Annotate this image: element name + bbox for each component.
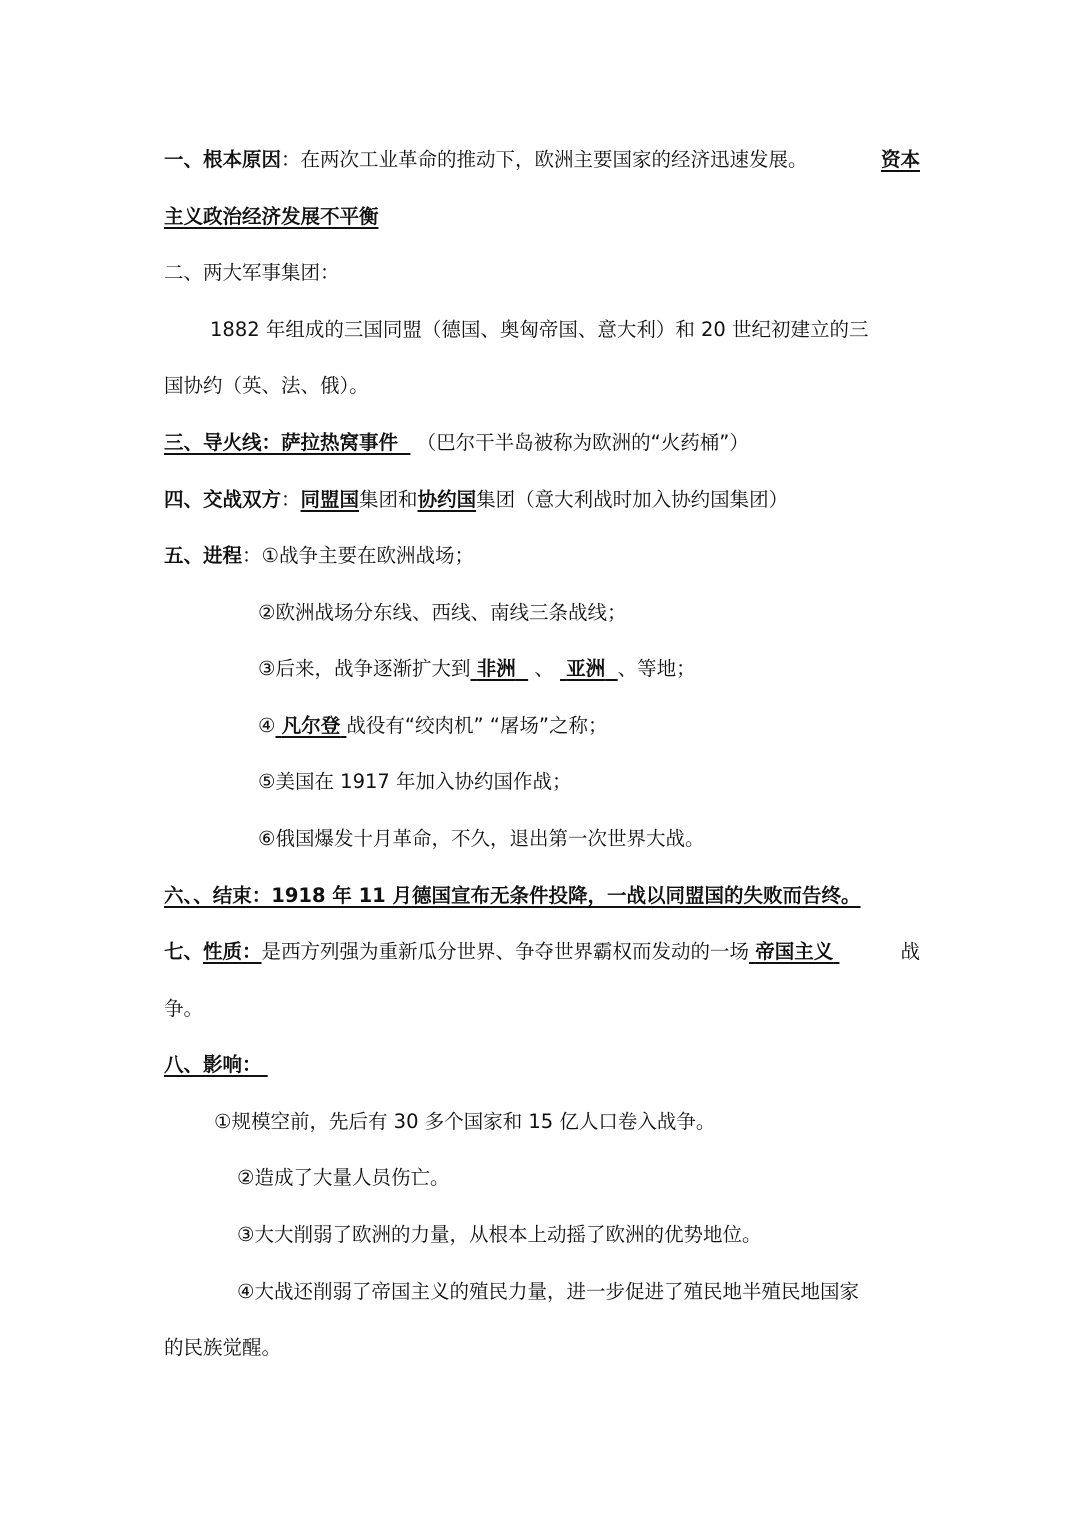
section-4-colon: ： <box>281 488 301 511</box>
section-5-line-3 <box>258 654 918 684</box>
section-7-line-2 <box>164 994 920 1024</box>
section-3-label: 三、导火线：萨拉热窝事件 <box>164 431 399 454</box>
section-1-answer-part2: 主义政治经济发展不平衡 <box>164 205 379 228</box>
section-2-label: 二、两大军事集团： <box>164 261 340 284</box>
section-7-label-prefix: 七、 <box>164 940 204 963</box>
section-8-item-4-line-2: 的民族觉醒。 <box>164 1336 282 1359</box>
section-7-answer: 帝国主义 <box>755 940 834 963</box>
section-5-item-4-answer: 凡尔登 <box>281 714 341 737</box>
section-5-line-5 <box>258 767 918 797</box>
section-1-line-2 <box>164 202 920 232</box>
section-5-colon: ： <box>242 544 262 567</box>
section-5-item-5: ⑤美国在 1917 年加入协约国作战； <box>258 770 572 793</box>
section-5-item-3-answer-1: 非洲 <box>476 657 516 680</box>
section-5-line-1 <box>164 541 920 571</box>
section-8-line-5 <box>164 1333 920 1363</box>
section-4-answer-1: 同盟国 <box>300 488 360 511</box>
section-8-item-1: ①规模空前，先后有 30 多个国家和 15 亿人口卷入战争。 <box>214 1110 716 1133</box>
section-8-line-1 <box>214 1107 918 1137</box>
section-8-item-4-line-1: ④大战还削弱了帝国主义的殖民力量，进一步促进了殖民地半殖民地国家 <box>237 1280 859 1303</box>
section-7-text-end: 战 <box>900 940 920 963</box>
section-8-line-2 <box>237 1163 918 1193</box>
section-1-line-1 <box>164 145 920 175</box>
section-8-line-3 <box>237 1220 918 1250</box>
section-8-item-2: ②造成了大量人员伤亡。 <box>237 1166 450 1189</box>
section-2-heading <box>164 258 920 288</box>
section-8-line-4 <box>237 1277 918 1307</box>
section-7-label: 性质： <box>203 940 262 963</box>
section-1-colon: ： <box>281 148 301 171</box>
section-1-label: 一、根本原因 <box>164 148 282 171</box>
section-5-item-3-suffix: 、等地； <box>617 657 696 680</box>
section-8-item-3: ③大大削弱了欧洲的力量，从根本上动摇了欧洲的优势地位。 <box>237 1223 762 1246</box>
section-7-text: 是西方列强为重新瓜分世界、争夺世界霸权而发动的一场 <box>261 940 750 963</box>
section-2-text-1: 1882 年组成的三国同盟（德国、奥匈帝国、意大利）和 20 世纪初建立的三 <box>210 318 869 341</box>
section-8-label: 八、影响： <box>164 1053 262 1076</box>
section-4-answer-2: 协约国 <box>417 488 477 511</box>
section-5-line-6 <box>258 824 918 854</box>
section-1-answer-part1: 资本 <box>880 148 920 171</box>
section-3-line <box>164 428 920 458</box>
section-7-line-1 <box>164 937 920 967</box>
section-5-item-3-prefix: ③后来，战争逐渐扩大到 <box>258 657 471 680</box>
section-4-text-2: 集团（意大利战时加入协约国集团） <box>476 488 789 511</box>
section-5-item-4-prefix: ④ <box>258 714 276 737</box>
section-7-text-2: 争。 <box>164 997 204 1020</box>
section-4-line <box>164 485 920 515</box>
section-5-item-1: ①战争主要在欧洲战场； <box>261 544 475 567</box>
section-5-label: 五、进程 <box>164 544 243 567</box>
section-6-text: 六、、结束：1918 年 11 月德国宣布无条件投降，一战以同盟国的失败而告终。 <box>164 884 861 907</box>
section-5-line-4 <box>258 711 918 741</box>
section-2-text-2: 国协约（英、法、俄）。 <box>164 374 369 397</box>
section-6-line <box>164 881 920 911</box>
section-4-label: 四、交战双方 <box>164 488 282 511</box>
section-5-item-3-sep: 、 <box>534 657 554 680</box>
section-5-item-3-answer-2: 亚洲 <box>566 657 606 680</box>
section-3-note: （巴尔干半岛被称为欧洲的“火药桶”） <box>416 431 749 454</box>
section-4-text-1: 集团和 <box>359 488 418 511</box>
section-2-line-1 <box>210 315 918 345</box>
section-5-item-6: ⑥俄国爆发十月革命，不久，退出第一次世界大战。 <box>258 827 705 850</box>
section-1-text: 在两次工业革命的推动下，欧洲主要国家的经济迅速发展。 <box>300 148 808 171</box>
section-2-line-2 <box>164 371 920 401</box>
section-5-line-2 <box>258 598 918 628</box>
section-8-heading <box>164 1050 920 1080</box>
section-5-item-4-suffix: 战役有“绞肉机” “屠场”之称； <box>346 714 608 737</box>
section-5-item-2: ②欧洲战场分东线、西线、南线三条战线； <box>258 601 627 624</box>
